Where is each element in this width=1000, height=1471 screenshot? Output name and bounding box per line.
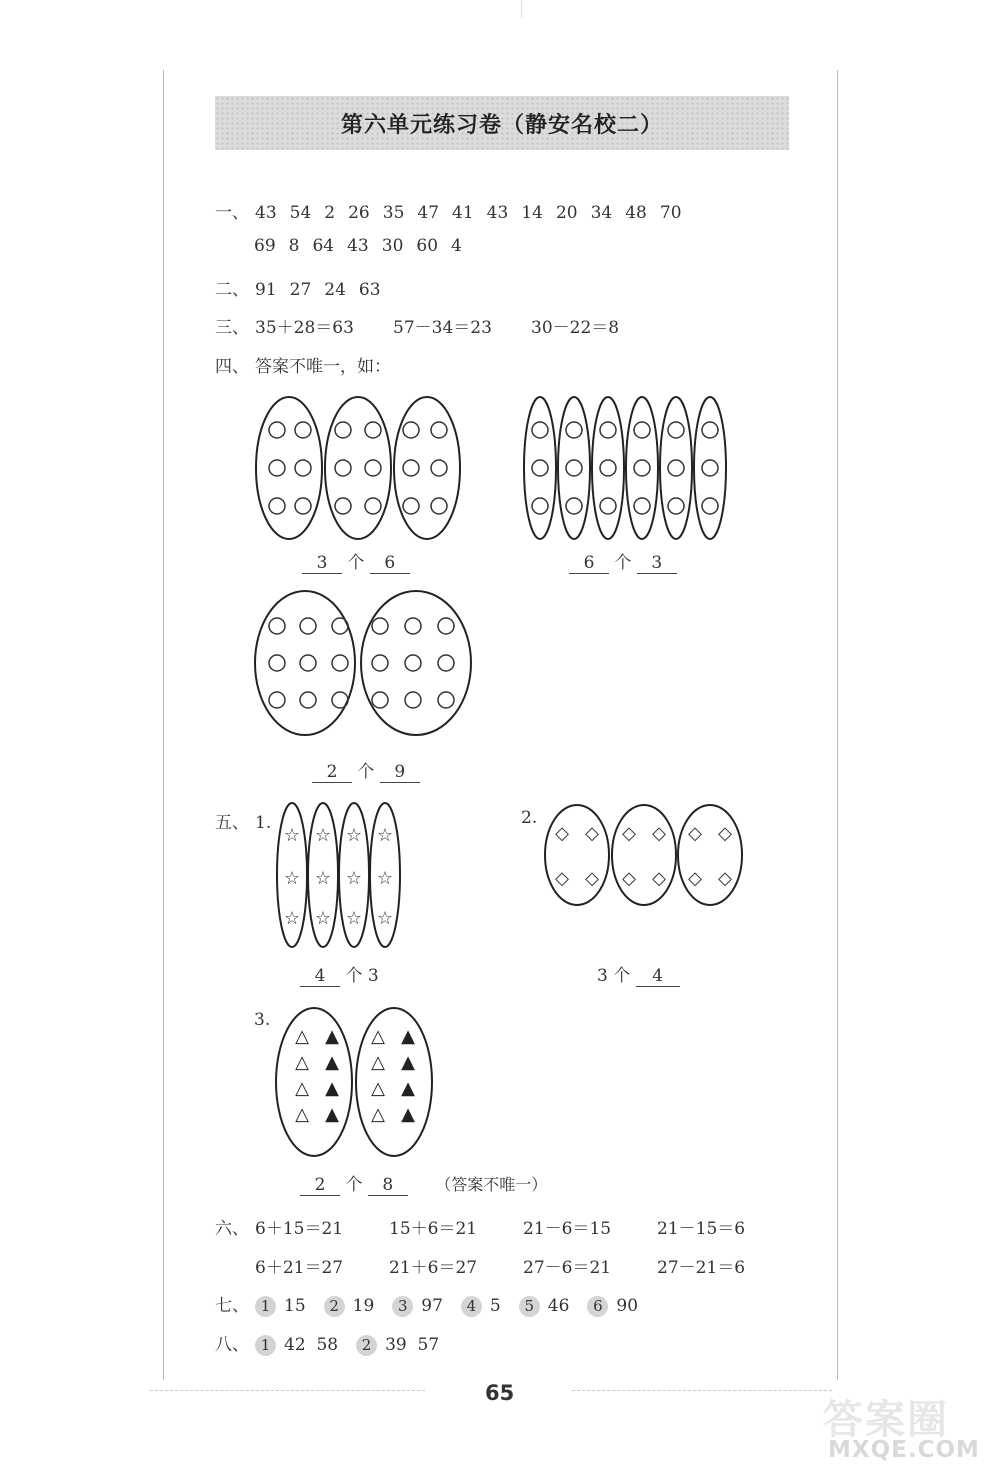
answer-blank: 4 — [300, 966, 340, 987]
q7-item — [392, 1296, 443, 1317]
circle-item — [335, 460, 351, 476]
q1-num: 70 — [659, 203, 682, 223]
q3-row — [215, 313, 619, 338]
circle-item — [702, 498, 718, 514]
watermark-url: MXQE.COM — [828, 1437, 980, 1463]
q1-label: 一、 — [215, 203, 249, 223]
q3-expr: 57－34＝23 — [393, 318, 492, 338]
star-icon: ☆ — [283, 908, 301, 929]
group-oval — [256, 397, 322, 539]
unit-label: 个 — [614, 553, 632, 573]
star-icon: ☆ — [376, 908, 394, 929]
diamond-icon: ◇ — [555, 823, 569, 844]
q5-caption-1 — [300, 961, 379, 987]
circle-item — [438, 692, 454, 708]
circle-item — [300, 618, 316, 634]
q4-caption-b — [569, 548, 677, 574]
diamond-icon: ◇ — [622, 823, 636, 844]
q6-expr: 27－6＝21 — [523, 1258, 612, 1278]
circle-item — [634, 460, 650, 476]
circle-item — [403, 422, 419, 438]
star-icon: ☆ — [283, 868, 301, 889]
circle-item — [702, 460, 718, 476]
q1-num: 43 — [486, 203, 509, 223]
circle-item — [295, 422, 311, 438]
q6-expr: 6＋21＝27 — [255, 1258, 344, 1278]
q6-row1 — [215, 1214, 745, 1239]
group-oval — [558, 397, 590, 539]
unit-label: 个 — [613, 966, 631, 986]
answer-blank: 2 — [300, 1175, 340, 1196]
star-icon: ☆ — [283, 825, 301, 846]
q2-num: 63 — [358, 280, 381, 300]
q1-num: 43 — [255, 203, 277, 223]
q1-row1 — [215, 198, 695, 223]
circle-item — [269, 692, 285, 708]
circle-item — [668, 460, 684, 476]
q6-expr: 27－21＝6 — [657, 1258, 746, 1278]
group-oval — [592, 397, 624, 539]
q6-row2 — [215, 1253, 745, 1278]
star-icon: ☆ — [314, 825, 332, 846]
q7-item — [587, 1296, 638, 1317]
circle-item — [405, 618, 421, 634]
circled-number: 2 — [324, 1296, 345, 1317]
q8-item — [255, 1335, 338, 1356]
q1-num: 41 — [452, 203, 474, 223]
q1-num: 14 — [521, 203, 543, 223]
circle-item — [269, 460, 285, 476]
answer-blank: 3 — [637, 553, 677, 574]
answer-blank: 3 — [302, 553, 342, 574]
q2-num: 27 — [289, 280, 312, 300]
triangle-icon: △ — [295, 1104, 309, 1125]
q5-note: （答案不唯一） — [435, 1175, 548, 1194]
diamond-icon: ◇ — [688, 823, 702, 844]
triangle-icon: △ — [371, 1104, 385, 1125]
circle-item — [668, 498, 684, 514]
diamond-icon: ◇ — [555, 868, 569, 889]
q3-expr: 30－22＝8 — [531, 318, 620, 338]
circle-item — [365, 460, 381, 476]
q7-item — [519, 1296, 570, 1317]
q1-num: 30 — [381, 236, 404, 256]
circle-item — [332, 692, 348, 708]
circle-item — [372, 692, 388, 708]
q1-num: 34 — [590, 203, 613, 223]
group-oval — [694, 397, 726, 539]
page-title: 第六单元练习卷（静安名校二） — [340, 112, 663, 138]
circle-item — [566, 498, 582, 514]
q3-expressions — [255, 313, 619, 338]
filled-triangle-icon: ▲ — [325, 1052, 339, 1073]
group-ovals — [524, 397, 726, 539]
circled-number: 3 — [392, 1296, 413, 1317]
circle-item — [295, 498, 311, 514]
circle-item — [269, 655, 285, 671]
diamond-icon: ◇ — [652, 823, 666, 844]
q1-num: 8 — [288, 236, 300, 256]
watermark-logo: 答案圈 — [823, 1397, 949, 1443]
q1-num: 54 — [289, 203, 312, 223]
q4-figure-a — [253, 395, 465, 545]
circle-item — [365, 422, 381, 438]
circled-number: 1 — [255, 1335, 276, 1356]
q6-expr: 21＋6＝27 — [389, 1258, 478, 1278]
q7-item — [324, 1296, 375, 1317]
footer-rule-right — [572, 1390, 832, 1391]
filled-triangle-icon: ▲ — [401, 1104, 415, 1125]
q4-intro: 答案不唯一，如： — [255, 357, 391, 377]
group-oval — [255, 591, 355, 735]
q5-sub1-number: 1. — [255, 813, 272, 833]
diamond-icon: ◇ — [718, 868, 732, 889]
triangle-items — [295, 1026, 415, 1125]
filled-triangle-icon: ▲ — [401, 1026, 415, 1047]
q1-num: 64 — [312, 236, 335, 256]
triangle-icon: △ — [295, 1052, 309, 1073]
circle-item — [532, 498, 548, 514]
star-icon: ☆ — [376, 825, 394, 846]
group-oval — [612, 805, 676, 905]
group-oval — [545, 805, 609, 905]
group-oval — [394, 397, 460, 539]
q6-expressions-row2 — [255, 1253, 745, 1278]
q2-num: 91 — [255, 280, 277, 300]
circled-number: 2 — [356, 1335, 377, 1356]
triangle-icon: △ — [295, 1026, 309, 1047]
filled-triangle-icon: ▲ — [401, 1052, 415, 1073]
q6-label: 六、 — [215, 1219, 249, 1239]
footer-rule-left — [150, 1390, 425, 1391]
given-value: 3 — [367, 966, 379, 986]
q1-num: 60 — [416, 236, 439, 256]
star-icon: ☆ — [314, 908, 332, 929]
circle-item — [365, 498, 381, 514]
triangle-icon: △ — [371, 1052, 385, 1073]
q2-num: 24 — [324, 280, 346, 300]
q5-label: 五、 — [215, 813, 249, 833]
q1-num: 47 — [417, 203, 440, 223]
star-icon: ☆ — [345, 868, 363, 889]
answer-blank: 8 — [368, 1175, 408, 1196]
circle-item — [332, 618, 348, 634]
group-oval — [678, 805, 742, 905]
q5-sub3-number: 3. — [254, 1010, 271, 1030]
circle-item — [332, 655, 348, 671]
q4-label: 四、 — [215, 357, 249, 377]
circle-items — [269, 422, 447, 514]
q6-expr: 6＋15＝21 — [255, 1219, 344, 1239]
answer-blank: 6 — [370, 553, 410, 574]
circle-item — [431, 498, 447, 514]
q1-numbers-row1 — [255, 203, 695, 223]
page-left-border — [163, 70, 164, 1380]
diamond-icon: ◇ — [585, 823, 599, 844]
q7-item — [255, 1296, 306, 1317]
unit-label: 个 — [347, 553, 365, 573]
unit-label: 个 — [357, 762, 375, 782]
title-band — [215, 96, 789, 150]
q7-value: 15 — [284, 1296, 306, 1316]
group-ovals — [545, 805, 742, 905]
group-oval — [626, 397, 658, 539]
q8-value: 39 57 — [385, 1335, 440, 1355]
circle-item — [405, 692, 421, 708]
circle-item — [405, 655, 421, 671]
q1-num: 2 — [324, 203, 336, 223]
q7-value: 19 — [352, 1296, 375, 1316]
top-tick — [521, 0, 522, 18]
q5-figure-1 — [274, 800, 410, 950]
diamond-icon: ◇ — [688, 868, 702, 889]
q2-label: 二、 — [215, 280, 249, 300]
q1-num: 26 — [348, 203, 370, 223]
circle-item — [600, 498, 616, 514]
answer-blank: 9 — [380, 762, 420, 783]
unit-label: 个 — [345, 966, 363, 986]
q1-num: 4 — [451, 236, 462, 256]
q1-num: 69 — [254, 236, 276, 256]
q1-num: 20 — [555, 203, 578, 223]
circle-item — [702, 422, 718, 438]
q6-expr: 15＋6＝21 — [389, 1219, 478, 1239]
circle-item — [431, 422, 447, 438]
page-number: 65 — [485, 1381, 515, 1405]
diamond-items — [555, 823, 732, 889]
q6-expr: 21－6＝15 — [523, 1219, 612, 1239]
answer-blank: 6 — [569, 553, 609, 574]
diamond-icon: ◇ — [622, 868, 636, 889]
q7-row — [215, 1291, 638, 1317]
circle-item — [300, 655, 316, 671]
circle-item — [335, 422, 351, 438]
circle-item — [668, 422, 684, 438]
circle-item — [335, 498, 351, 514]
circled-number: 4 — [461, 1296, 482, 1317]
diamond-icon: ◇ — [652, 868, 666, 889]
q1-num: 35 — [382, 203, 405, 223]
q8-value: 42 58 — [284, 1335, 339, 1355]
q7-value: 5 — [489, 1296, 501, 1316]
q5-caption-2 — [597, 961, 680, 987]
unit-label: 个 — [345, 1175, 363, 1195]
answer-blank: 2 — [312, 762, 352, 783]
q4-caption-c — [312, 757, 420, 783]
group-oval — [524, 397, 556, 539]
q5-row — [215, 808, 271, 833]
circle-item — [403, 460, 419, 476]
triangle-icon: △ — [371, 1078, 385, 1099]
q5-figure-2 — [542, 802, 748, 908]
circle-item — [634, 422, 650, 438]
q8-row — [215, 1330, 439, 1356]
q7-value: 90 — [616, 1296, 639, 1316]
triangle-icon: △ — [371, 1026, 385, 1047]
q8-item — [356, 1335, 439, 1356]
q2-numbers — [255, 280, 394, 300]
diamond-icon: ◇ — [718, 823, 732, 844]
q4-figure-b — [520, 395, 732, 545]
q6-expr: 21－15＝6 — [657, 1219, 746, 1239]
circle-item — [532, 422, 548, 438]
group-oval — [356, 1008, 432, 1156]
q1-numbers-row2 — [254, 236, 475, 256]
q7-label: 七、 — [215, 1296, 249, 1316]
star-icon: ☆ — [345, 908, 363, 929]
q1-row2 — [254, 236, 475, 256]
circle-item — [269, 422, 285, 438]
circle-item — [566, 460, 582, 476]
answer-blank: 4 — [636, 966, 680, 987]
q3-expr: 35＋28＝63 — [255, 318, 354, 338]
given-value: 3 — [597, 966, 608, 986]
star-icon: ☆ — [345, 825, 363, 846]
q7-value: 97 — [421, 1296, 443, 1316]
circle-item — [300, 692, 316, 708]
group-oval — [276, 1008, 352, 1156]
q4-row — [215, 352, 391, 377]
group-ovals — [256, 397, 460, 539]
circled-number: 5 — [519, 1296, 540, 1317]
q1-num: 48 — [625, 203, 647, 223]
q6-expressions-row1 — [255, 1214, 745, 1239]
filled-triangle-icon: ▲ — [401, 1078, 415, 1099]
q5-sub2-number: 2. — [521, 808, 538, 828]
q3-label: 三、 — [215, 318, 249, 338]
circled-number: 6 — [587, 1296, 608, 1317]
star-icon: ☆ — [314, 868, 332, 889]
q8-label: 八、 — [215, 1335, 249, 1355]
q4-figure-c — [253, 588, 473, 743]
circle-item — [372, 618, 388, 634]
triangle-icon: △ — [295, 1078, 309, 1099]
q7-item — [461, 1296, 501, 1317]
circle-item — [431, 460, 447, 476]
q5-figure-3 — [274, 1004, 436, 1160]
circle-item — [600, 460, 616, 476]
circle-item — [372, 655, 388, 671]
page-right-border — [837, 70, 838, 1380]
q2-row — [215, 275, 394, 300]
circle-item — [403, 498, 419, 514]
group-oval — [660, 397, 692, 539]
filled-triangle-icon: ▲ — [325, 1026, 339, 1047]
q7-value: 46 — [547, 1296, 570, 1316]
q4-caption-a — [302, 548, 410, 574]
circle-item — [438, 618, 454, 634]
q5-caption-3 — [300, 1170, 547, 1196]
star-icon: ☆ — [376, 868, 394, 889]
circle-item — [532, 460, 548, 476]
circled-number: 1 — [255, 1296, 276, 1317]
circle-item — [269, 498, 285, 514]
filled-triangle-icon: ▲ — [325, 1078, 339, 1099]
circle-item — [438, 655, 454, 671]
diamond-icon: ◇ — [585, 868, 599, 889]
filled-triangle-icon: ▲ — [325, 1104, 339, 1125]
circle-item — [634, 498, 650, 514]
circle-item — [295, 460, 311, 476]
circle-item — [600, 422, 616, 438]
q1-num: 43 — [347, 236, 369, 256]
circle-item — [566, 422, 582, 438]
circle-item — [269, 618, 285, 634]
